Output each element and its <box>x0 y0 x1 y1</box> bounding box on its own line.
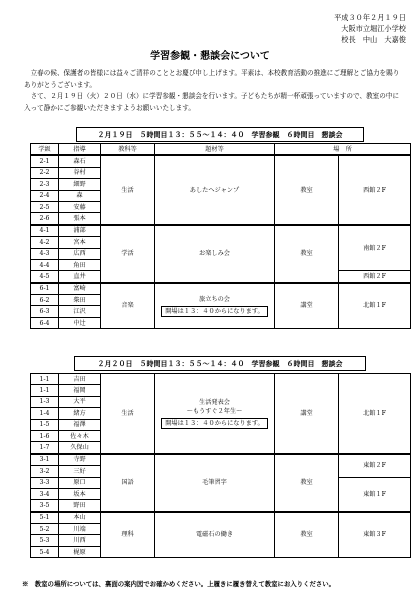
table-row: 1-3 大平 <box>31 396 411 407</box>
table-row: 6-3 江沢 <box>31 306 411 317</box>
footer-note: ※ 教室の場所については、裏面の案内図でお確かめください。上履きに履き替えて教室にお入りください。 <box>22 580 336 588</box>
table-row: 1-1 福岡 <box>31 385 411 396</box>
topic-cell: お楽しみ会 <box>155 225 275 283</box>
topic-cell: 電磁石の働き <box>155 512 275 558</box>
subject-cell: 生活 <box>101 374 155 454</box>
topic-cell: あしたへジャンプ <box>155 155 275 224</box>
table-row: 5-2 川端 <box>31 524 411 535</box>
building-cell: 北館１F <box>339 283 411 329</box>
intro-paragraph-1: 立春の候、保護者の皆様には益々ご清祥のこととお慶び申し上げます。平素は、本校教育活動の推進にご理解とご協力を賜りありがとうございます。 <box>24 69 400 89</box>
intro-paragraph-2: さて、２月１９日（火）２０日（水）に学習参観・懇談会を行います。子どもたちが精一杯頑張っていますので、教室の中に入って静かにご参観いただきますようお願いいたします。 <box>24 92 400 112</box>
topic-subtitle: ～もうすぐ２年生～ <box>186 407 243 415</box>
table-row: 2-1 森石 生活 あしたへジャンプ 教室 西館２F <box>31 155 411 167</box>
table-row: 5-1 本山 理科 電磁石の働き 教室 東館３F <box>31 512 411 524</box>
building-cell: 西館２F <box>339 271 411 283</box>
subject-cell: 音楽 <box>101 283 155 329</box>
table-row: 5-3 川西 <box>31 535 411 546</box>
col-place: 場 所 <box>275 144 411 156</box>
table-row: 5-4 梶原 <box>31 546 411 557</box>
subject-cell: 国語 <box>101 454 155 512</box>
table-row: 6-2 柴田 <box>31 295 411 306</box>
room-cell: 講堂 <box>275 283 339 329</box>
table-row: 2-2 谷村 <box>31 167 411 178</box>
opening-time-note: 開場は１３：４０からになります。 <box>161 306 268 317</box>
intro-text <box>24 68 402 114</box>
table-row: 1-4 緒方 <box>31 408 411 419</box>
day1-header: ２月１９日 ５時間目１３：５５～１４：４０ 学習参観 ６時間目 懇談会 <box>76 127 364 142</box>
day2-schedule-table <box>30 373 411 558</box>
room-cell: 教室 <box>275 155 339 224</box>
room-cell: 教室 <box>275 225 339 283</box>
topic-text: 旅立ちの会 <box>199 295 230 303</box>
table-row: 2-3 細野 <box>31 179 411 190</box>
table-row: 2-6 張本 <box>31 213 411 225</box>
subject-cell: 理科 <box>101 512 155 558</box>
building-cell: 南館２F <box>339 225 411 271</box>
opening-time-note: 開場は１３：４０からになります。 <box>161 418 268 429</box>
date: 平成３０年２月１９日 <box>334 13 406 22</box>
letter-header <box>334 12 406 45</box>
topic-cell: 毛筆習字 <box>155 454 275 512</box>
table-row: 2-4 森 <box>31 190 411 201</box>
topic-cell <box>155 374 275 454</box>
table-row: 1-7 久保山 <box>31 442 411 454</box>
table-row: 4-3 広西 <box>31 248 411 259</box>
day1-schedule-table <box>30 143 411 329</box>
building-cell: 東館３F <box>339 512 411 558</box>
table-row: 3-2 三好 <box>31 466 411 477</box>
col-topic: 題材等 <box>155 144 275 156</box>
table-row: 4-1 浦部 学活 お楽しみ会 教室 南館２F <box>31 225 411 237</box>
table-row: 4-5 直井 西館２F <box>31 271 411 283</box>
building-cell: 北館１F <box>339 374 411 454</box>
table-row: 1-5 福澤 <box>31 419 411 430</box>
building-cell: 東館２F <box>339 454 411 477</box>
topic-cell <box>155 283 275 329</box>
subject-cell: 生活 <box>101 155 155 224</box>
col-subject: 教科等 <box>101 144 155 156</box>
room-cell: 講堂 <box>275 374 339 454</box>
subject-cell: 学活 <box>101 225 155 283</box>
principal-name: 校長 中山 大嘉俊 <box>341 35 406 44</box>
table-row: 1-1 吉田 生活 生活発表会 ～もうすぐ２年生～ 開場は１３：４０からになります。 講堂 北館１F <box>31 374 411 385</box>
table-row: 3-3 原口 東館１F <box>31 477 411 488</box>
table-row: 3-1 寺野 国語 毛筆習字 教室 東館２F <box>31 454 411 466</box>
table-row: 4-4 角田 <box>31 259 411 270</box>
building-cell: 西館２F <box>339 155 411 224</box>
table-row: 2-5 安藤 <box>31 201 411 212</box>
topic-text: 生活発表会 <box>199 398 230 406</box>
room-cell: 教室 <box>275 454 339 512</box>
room-cell: 教室 <box>275 512 339 558</box>
table-row: 6-4 中辻 <box>31 317 411 328</box>
page-title: 学習参観・懇談会について <box>150 51 270 62</box>
school-name: 大阪市立堀江小学校 <box>341 24 406 33</box>
col-class: 学級 <box>31 144 59 156</box>
building-cell: 東館１F <box>339 477 411 512</box>
table-row: 1-6 佐々木 <box>31 430 411 441</box>
table-row: 3-5 野田 <box>31 500 411 512</box>
table-row: 4-2 宮本 <box>31 237 411 248</box>
col-teacher: 指導 <box>59 144 101 156</box>
table-row: 6-1 富崎 音楽 旅立ちの会 開場は１３：４０からになります。 講堂 北館１F <box>31 283 411 295</box>
table-row: 3-4 坂本 <box>31 488 411 499</box>
day2-header: ２月２０日 ５時間目１３：５５～１４：４０ 学習参観 ６時間目 懇談会 <box>74 356 366 371</box>
table-header-row <box>31 144 411 156</box>
